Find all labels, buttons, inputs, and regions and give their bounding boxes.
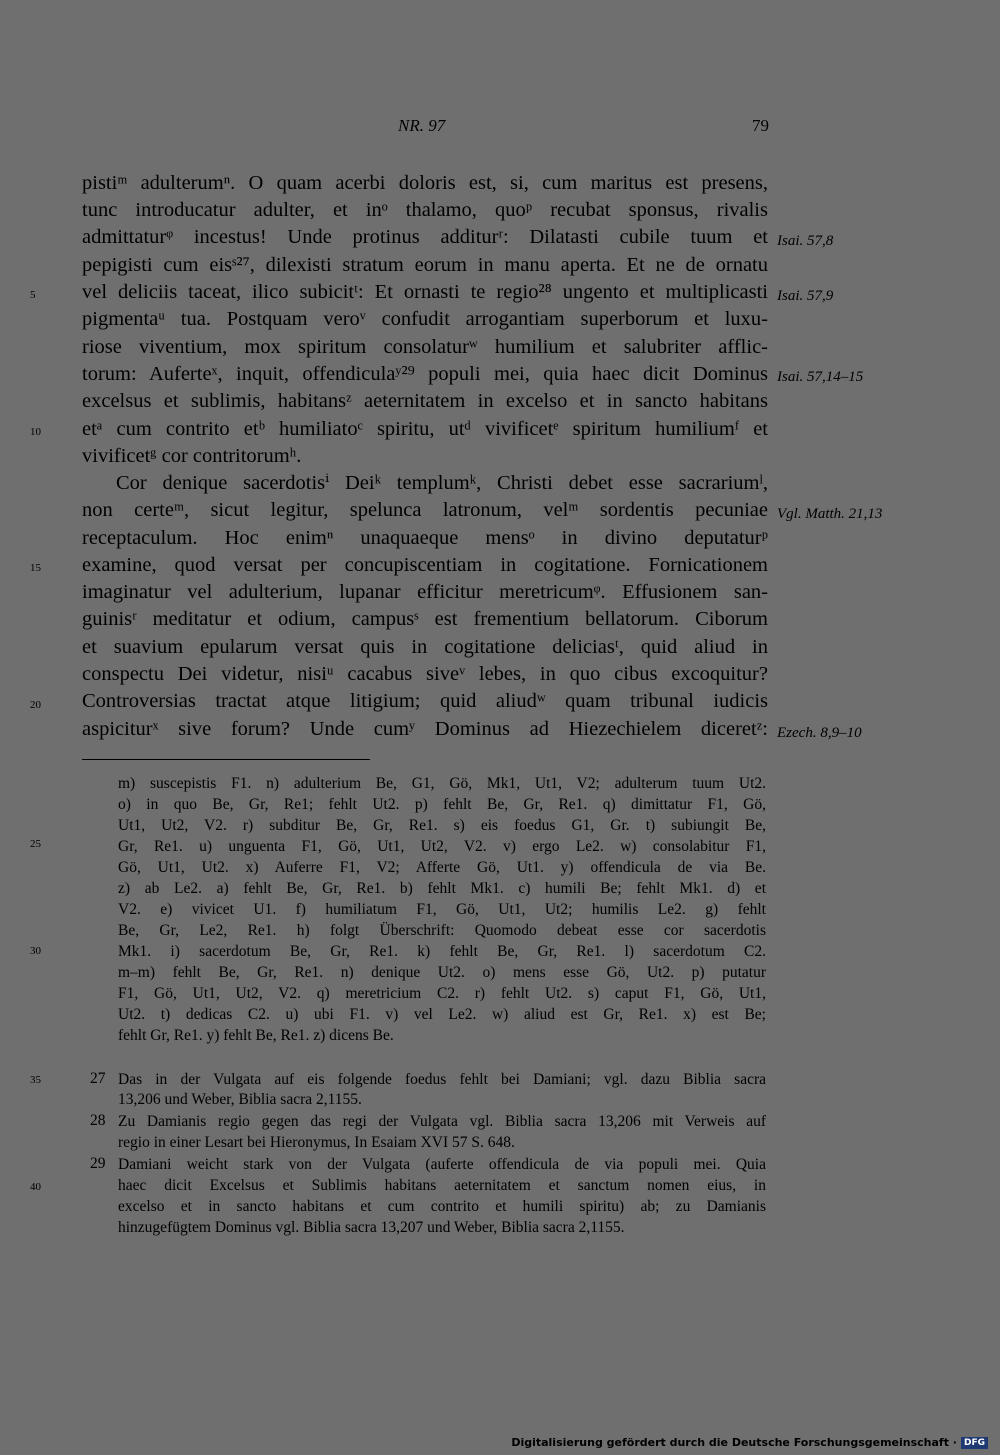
margin-reference: Vgl. Matth. 21,13 — [777, 506, 883, 522]
footnote-line: Zu Damianis regio gegen das regi der Vulgata vgl. Biblia sacra 13,206 mit Verweis auf — [118, 1113, 766, 1130]
line-number: 35 — [30, 1074, 41, 1086]
text-line: excelsus et sublimis, habitansᶻ aeternitatem in excelso et in sancto habitans — [82, 390, 768, 412]
apparatus-line: m) suscepistis F1. n) adulterium Be, G1, Gö, Mk1, Ut1, V2; adulterum tuum Ut2. — [118, 775, 766, 792]
footnote-number: 27 — [90, 1070, 106, 1087]
footnote-number: 28 — [90, 1112, 106, 1129]
line-number: 15 — [30, 562, 41, 574]
text-line: guinisʳ meditatur et odium, campusˢ est frementium bellatorum. Ciborum — [82, 608, 768, 630]
apparatus-line: Ut1, Ut2, V2. r) subditur Be, Gr, Re1. s) eis foedus G1, Gr. t) subiungit Be, — [118, 817, 766, 834]
text-line: receptaculum. Hoc enimⁿ unaquaeque mensᵒ in divino deputaturᵖ — [82, 527, 768, 549]
text-line: pistiᵐ adulterumⁿ. O quam acerbi doloris est, si, cum maritus est presens, — [82, 172, 768, 194]
line-number: 40 — [30, 1181, 41, 1193]
apparatus-line: Be, Gr, Le2, Re1. h) folgt Überschrift: Quomodo debeat esse cor sacerdotis — [118, 922, 766, 939]
apparatus-line: fehlt Gr, Re1. y) fehlt Be, Re1. z) dicens Be. — [118, 1027, 394, 1044]
text-line: pepigisti cum eisˢ²⁷, dilexisti stratum eorum in manu aperta. Et ne de ornatu — [82, 254, 768, 276]
apparatus-line: V2. e) vivicet U1. f) humiliatum F1, Gö, Ut1, Ut2; humilis Le2. g) fehlt — [118, 901, 766, 918]
apparatus-line: Mk1. i) sacerdotum Be, Gr, Re1. k) fehlt Be, Gr, Re1. l) sacerdotum C2. — [118, 943, 766, 960]
footnote-line: hinzugefügtem Dominus vgl. Biblia sacra 13,207 und Weber, Biblia sacra 2,1155. — [118, 1219, 625, 1236]
apparatus-line: Gö, Ut1, Ut2. x) Auferre F1, V2; Afferte Gö, Ut1. y) offendicula de via Be. — [118, 859, 766, 876]
footnote-line: Das in der Vulgata auf eis folgende foedus fehlt bei Damiani; vgl. dazu Biblia sacra — [118, 1071, 766, 1088]
apparatus-line: Gr, Re1. u) unguenta F1, Gö, Ut1, Ut2, V2. v) ergo Le2. w) consolabitur F1, — [118, 838, 766, 855]
footnote-line: 13,206 und Weber, Biblia sacra 2,1155. — [118, 1091, 362, 1108]
line-number: 25 — [30, 838, 41, 850]
digitization-banner — [511, 1436, 988, 1449]
text-line: et suavium epularum versat quis in cogitatione deliciasᵗ, quid aliud in — [82, 636, 768, 658]
text-line: etᵃ cum contrito etᵇ humiliatoᶜ spiritu, utᵈ vivificetᵉ spiritum humiliumᶠ et — [82, 418, 768, 440]
apparatus-line: z) ab Le2. a) fehlt Be, Gr, Re1. b) fehlt Mk1. c) humili Be; fehlt Mk1. d) et — [118, 880, 766, 897]
dfg-logo: DFG — [961, 1437, 988, 1449]
margin-reference: Isai. 57,14–15 — [777, 369, 864, 385]
banner-text: Digitalisierung gefördert durch die Deutsche Forschungsgemeinschaft · — [511, 1436, 957, 1449]
text-line: imaginatur vel adulterium, lupanar efficitur meretricumᵠ. Effusionem san- — [82, 581, 768, 603]
margin-reference: Isai. 57,8 — [777, 233, 834, 249]
margin-reference: Isai. 57,9 — [777, 288, 834, 304]
running-head-title: NR. 97 — [398, 116, 446, 135]
footnote-separator — [82, 759, 370, 760]
text-line: conspectu Dei videtur, nisiᵘ cacabus siveᵛ lebes, in quo cibus excoquitur? — [82, 663, 768, 685]
text-line: riose viventium, mox spiritum consolaturʷ humilium et salubriter afflic- — [82, 336, 768, 358]
apparatus-line: o) in quo Be, Gr, Re1; fehlt Ut2. p) fehlt Be, Gr, Re1. q) dimittatur F1, Gö, — [118, 796, 766, 813]
page-number: 79 — [752, 116, 769, 135]
apparatus-line: m–m) fehlt Be, Gr, Re1. n) denique Ut2. o) mens esse Gö, Ut2. p) putatur — [118, 964, 766, 981]
text-line: examine, quod versat per concupiscentiam in cogitatione. Fornicationem — [82, 554, 768, 576]
footnote-line: Damiani weicht stark von der Vulgata (auferte offendicula de via populi mei. Quia — [118, 1156, 766, 1173]
text-line: non certeᵐ, sicut legitur, spelunca latronum, velᵐ sordentis pecuniae — [82, 499, 768, 521]
margin-reference: Ezech. 8,9–10 — [777, 725, 862, 741]
text-line: admittaturᵠ incestus! Unde protinus additurʳ: Dilatasti cubile tuum et — [82, 226, 768, 248]
apparatus-line: F1, Gö, Ut1, Ut2, V2. q) meretricium C2. r) fehlt Ut2. s) caput F1, Gö, Ut1, — [118, 985, 766, 1002]
footnote-line: regio in einer Lesart bei Hieronymus, In Esaiam XVI 57 S. 648. — [118, 1134, 515, 1151]
line-number: 5 — [30, 289, 36, 301]
footnote-number: 29 — [90, 1155, 106, 1172]
line-number: 20 — [30, 699, 41, 711]
text-line: pigmentaᵘ tua. Postquam veroᵛ confudit arrogantiam superborum et luxu- — [82, 308, 768, 330]
line-number: 10 — [30, 426, 41, 438]
text-line: torum: Auferteˣ, inquit, offendiculaʸ²⁹ populi mei, quia haec dicit Dominus — [82, 363, 768, 385]
text-line: vel deliciis taceat, ilico subicitᵗ: Et ornasti te regio²⁸ ungento et multiplicasti — [82, 281, 768, 303]
text-line: Controversias tractat atque litigium; quid aliudʷ quam tribunal iudicis — [82, 690, 768, 712]
text-line: vivificetᵍ cor contritorumʰ. — [82, 445, 302, 467]
text-line: aspiciturˣ sive forum? Unde cumʸ Dominus ad Hiezechielem diceretᶻ: — [82, 718, 768, 740]
apparatus-line: Ut2. t) dedicas C2. u) ubi F1. v) vel Le2. w) aliud est Gr, Re1. x) est Be; — [118, 1006, 766, 1023]
footnote-line: excelso et in sancto habitans et cum contrito et humili spiritu) ab; zu Damianis — [118, 1198, 766, 1215]
text-line: tunc introducatur adulter, et inᵒ thalamo, quoᵖ recubat sponsus, rivalis — [82, 199, 768, 221]
line-number: 30 — [30, 945, 41, 957]
text-line: Cor denique sacerdotisⁱ Deiᵏ templumᵏ, Christi debet esse sacrariumˡ, — [116, 472, 768, 494]
footnote-line: haec dicit Excelsus et Sublimis habitans aeternitatem et sanctum nomen eius, in — [118, 1177, 766, 1194]
